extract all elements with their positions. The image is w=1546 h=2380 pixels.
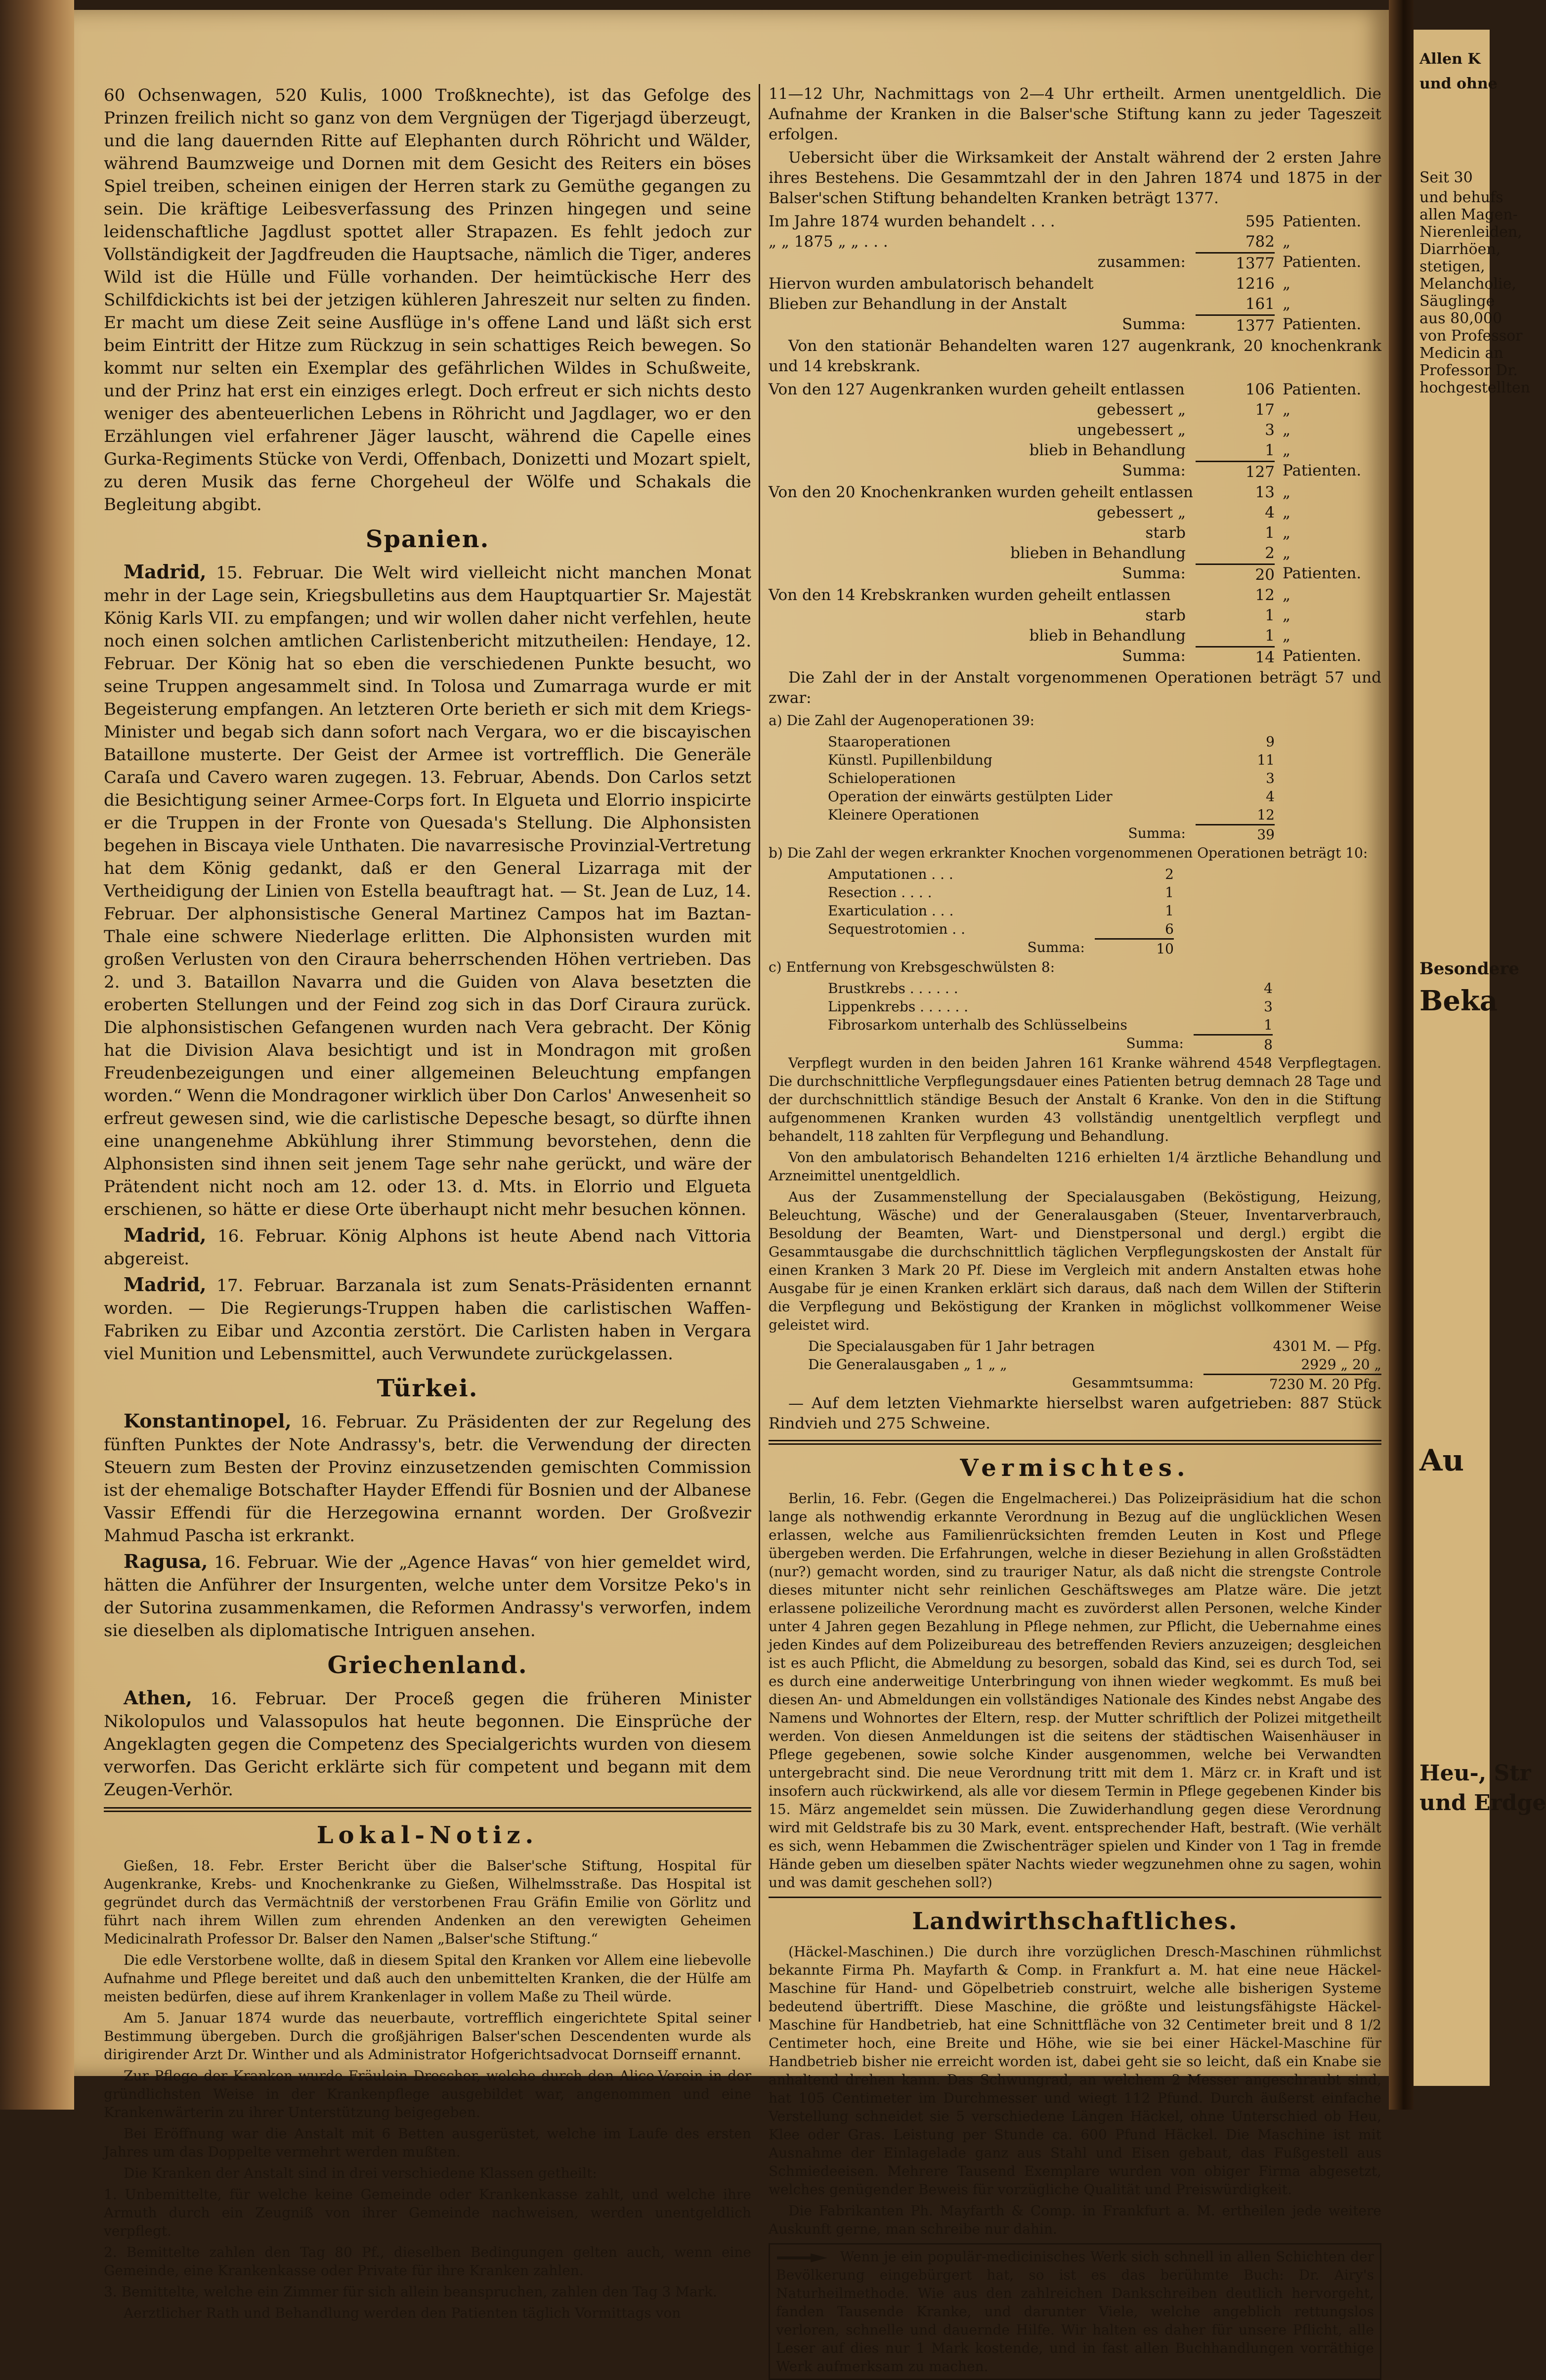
agriculture-paragraph: Die Fabrikanten Ph. Mayfarth & Comp. in Frankfurt a. M. ertheilen jede weitere Auskunft gerne, man schreibe nur dahin.: [769, 2203, 1381, 2237]
column-rule: [759, 84, 760, 2022]
section-heading-turkey: Türkei.: [377, 1375, 478, 1402]
adjacent-page-header: Au: [1419, 1443, 1464, 1478]
table-row: Hiervon wurden ambulatorisch behandelt 1216 „: [769, 275, 1291, 293]
table-row: Summa: 14 Patienten.: [769, 646, 1381, 668]
table-row: Kleinere Operationen 12: [828, 807, 1275, 823]
advertisement: [769, 2243, 1381, 2380]
dateline: Athen,: [124, 1687, 193, 1709]
section-heading-greece: Griechenland.: [327, 1651, 528, 1679]
section-divider: [769, 1440, 1381, 1445]
pointing-hand-icon: [776, 2250, 830, 2265]
table-row: Von den 14 Krebskranken wurden geheilt entlassen 12 „: [769, 586, 1291, 604]
local-paragraph: Die Kranken der Anstalt sind in drei verschiedene Klassen getheilt:: [124, 2165, 597, 2181]
adjacent-page-fragment: stetigen,: [1419, 258, 1485, 275]
table-row: Gesammtsumma: 7230 M. 20 Pfg.: [1072, 1375, 1381, 1392]
table-row: Von den 127 Augenkranken wurden geheilt entlassen 106 Patienten.: [769, 381, 1362, 398]
misc-section: [769, 1489, 1381, 1892]
adjacent-page-fragment: aus 80,000: [1419, 310, 1503, 327]
ambulant-paragraph: Von den ambulatorisch Behandelten 1216 erhielten 1/4 ärztliche Behandlung und Arzneimittel unentgeldlich.: [769, 1149, 1381, 1184]
table-row: Summa: 127 Patienten.: [769, 461, 1381, 482]
table-row: Summa: 8: [1126, 1035, 1273, 1053]
table-row: Amputationen . . . 2: [828, 866, 1174, 882]
dateline: Madrid,: [124, 1224, 207, 1246]
costs-paragraph: Aus der Zusammenstellung der Specialausgaben (Beköstigung, Heizung, Beleuchtung, Wäsche) und der Generalausgaben (Steuer, Inventarverbrauch, Besoldung der Beamten, Wart- und Dienstpersonal und dergl.) ergibt die Gesammtausgabe die durchschnittlich täglichen Verpflegungskosten der Anstalt für einen Kranken 3 Mark 20 Pf. Diese im Vergleich mit andern Anstalten etwas hohe Ausgabe für je einen Kranken erklärt sich daraus, daß nach dem Willen der Stifterin die Verpflegung und Beköstigung der Kranken in möglichst vollkommener Weise geleistet wird.: [769, 1189, 1381, 1333]
table-row: Summa: 20 Patienten.: [769, 563, 1381, 585]
article-text: 15. Februar. Die Welt wird vielleicht nicht manchen Monat mehr in der Lage sein, Kriegsbulletins aus dem Hauptquartier Sr. Majestät König Karls VII. zu empfangen; und wir wollen daher nicht verfehlen, heute noch einen solchen amtlichen Carlistenbericht mitzutheilen: Hendaye, 12. Februar. Der König hat so eben die verschiedenen Punkte besucht, wo seine Truppen angesammelt sind. In Tolosa und Zumarraga wurde er mit Begeisterung empfangen. An letzteren Orte berieth er sich mit dem Kriegs-Minister und begab sich dann sofort nach Vergara, wo er die biscayischen Bataillone musterte. Der Geist der Armee ist vortrefflich. Die Generäle Caraſa und Cavero waren zugegen. 13. Februar, Abends. Don Carlos setzt die Besichtigung seiner Armee-Corps fort. In Elgueta und Elorrio inspicirte er die Truppen in der Fronte von Quesada's Stellung. Die Alphonsisten begehen in Biscaya viele Unthaten. Die navarresische Provinzial-Vertretung hat dem König gedankt, daß er den General Lizarraga mit der Vertheidigung der Linien von Estella beauftragt hat. — St. Jean de Luz, 14. Februar. Der alphonsistische General Martinez Campos hat im Baztan-Thale eine schwere Niederlage erlitten. Die Alphonsisten wurden mit großen Verlusten von den Ciraura beherrschenden Höhen vertrieben. Das 2. und 3. Bataillon Navarra und die Guiden von Alava besetzten die eroberten Stellungen und der Feind zog sich in das Dorf Ciraura zurück. Die alphonsistischen Gefangenen wurden nach Vera gebracht. Der König hat die Division Alava besichtigt und ist in Mondragon mit großen Freudenbezeigungen und einer allgemeinen Beleuchtung empfangen worden.“ Wenn die Mondragoner wirklich über Don Carlos' Anwesenheit so erfreut gewesen sind, wie die carlistische Depesche besagt, so dürfte ihnen eine unangenehme Abkühlung ihrer Stimmung bevorstehen, denn die Alphonsisten sind ihnen seit jenem Tage sehr nahe gerückt, und wäre der Prätendent nicht noch am 12. oder 13. d. Mts. in Elorrio und Elgueta erschienen, so hätte er diese Orte überhaupt nicht mehr besuchen können.: [104, 563, 751, 1219]
local-paragraph: Die edle Verstorbene wollte, daß in diesem Spital den Kranken vor Allem eine liebevolle Aufnahme und Pflege bereitet und daß auch den unbemittelten Kranken, die der Hülfe am meisten bedürfen, diese auf ihrem Krankenlager in vollem Maße zu Theil würde.: [104, 1952, 751, 2005]
operations-group-title: b) Die Zahl der wegen erkrankter Knochen vorgenommenen Operationen beträgt 10:: [769, 845, 1368, 861]
overview-paragraph: Uebersicht über die Wirksamkeit der Anstalt während der 2 ersten Jahre ihres Bestehens. Die Gesammtzahl der in den Jahren 1874 und 1875 in der Balser'schen Stiftung behandelten Kranken beträgt 1377.: [769, 149, 1381, 207]
cancer-table: [769, 585, 1381, 668]
local-paragraph: Aerztlicher Rath und Behandlung werden den Patienten täglich Vormittags von: [124, 2305, 681, 2321]
agriculture-paragraph: (Häckel-Maschinen.) Die durch ihre vorzüglichen Dresch-Maschinen rühmlichst bekannte Firma Ph. Mayfarth & Comp. in Frankfurt a. M. hat eine neue Häckel-Maschine für Hand- und Göpelbetrieb construirt, welche alle bisherigen Systeme bedeutend übertrifft. Diese Maschine, die größte und leistungsfähigste Häckel-Maschine für Handbetrieb, hat eine Schnittfläche von 32 Centimeter breit und 8 1/2 Centimeter hoch, eine Breite und Höhe, wie sie bei einer Häckel-Maschine für Handbetrieb bisher nie erreicht worden ist, dabei geht sie so leicht, daß ein Knabe sie anhaltend drehen kann. Das Schwungrad, an welchem 2 Messer angeschraubt sind, hat 105 Centimeter im Durchmesser und wiegt 112 Pfund. Durch äußerst einfache Verstellung schneidet sie 5 verschiedene Längen Häckel, ohne Unterschied ob Heu, Klee oder Gras. Leistung per Stunde ca. 600 Pfund Häckel. Die Maschine ist mit Ausnahme der Einlagelade ganz aus Stahl und Eisen gebaut, das Fußgestell aus Schmiedeeisen. Mehrere Tausend Exemplare wurden von obiger Firma abgesetzt, welches genügender Beweis für vorzügliche Qualität und Preiswürdigkeit.: [769, 1944, 1381, 2198]
table-row: starb 1 „: [1145, 606, 1291, 624]
article-madrid-3: [104, 1273, 751, 1365]
table-row: zusammen: 1377 Patienten.: [769, 252, 1381, 274]
table-row: ungebessert „ 3 „: [1077, 421, 1291, 439]
section-heading-misc: Vermischtes.: [960, 1454, 1190, 1482]
table-row: Operation der einwärts gestülpten Lider 4: [828, 788, 1275, 805]
adjacent-page-fragment: Nierenleiden,: [1419, 223, 1522, 241]
article-ragusa: [104, 1550, 751, 1642]
table-row: Resection . . . . 1: [828, 884, 1174, 901]
table-row: Schieloperationen 3: [828, 770, 1275, 786]
adjacent-page-fragment: Melancholie,: [1419, 275, 1516, 293]
care-paragraph: Verpflegt wurden in den beiden Jahren 161 Kranke während 4548 Verpflegtagen. Die durchschnittliche Verpflegungsdauer eines Patienten betrug demnach 28 Tage und der durchschnittlich ständige Besuch der Anstalt 6 Kranke. Von den in die Stiftung aufgenommenen Kranken wurden 43 vollständig unentgeltlich verpflegt und behandelt, 118 zahlten für Verpflegung und Behandlung.: [769, 1055, 1381, 1144]
table-row: Staaroperationen 9: [828, 734, 1275, 750]
right-column: [769, 84, 1381, 2380]
local-paragraph: Bei Eröffnung war die Anstalt mit 6 Betten ausgerüstet, welche im Laufe des ersten Jahres um das Doppelte vermehrt werden mußten.: [104, 2125, 751, 2160]
operations-group-title: a) Die Zahl der Augenoperationen 39:: [769, 712, 1035, 729]
adjacent-page-fragment: und behufs: [1419, 189, 1503, 206]
dateline: Madrid,: [124, 561, 207, 583]
adjacent-page-header: Besondere: [1419, 959, 1519, 979]
stationary-paragraph: Von den stationär Behandelten waren 127 augenkrank, 20 knochenkrank und 14 krebskrank.: [769, 337, 1381, 375]
bone-table: [769, 482, 1381, 585]
dateline: Ragusa,: [124, 1550, 208, 1572]
book-gutter: [1389, 0, 1414, 2110]
adjacent-page-header: und ohne: [1419, 75, 1498, 92]
adjacent-page-fragment: Diarrhöen,: [1419, 241, 1501, 258]
local-paragraph: Zur Pflege der Kranken wurde Fräulein Drescher, welche durch den Alice-Verein in der gründlichsten Weise in der Krankenpflege ausgebildet war, angenommen und eine Krankenwärterin zu ihrer Unterstützung beigegeben.: [104, 2068, 751, 2120]
scan-binding-edge: [0, 0, 74, 2110]
list-item: 3. Bemittelte, welche ein Zimmer für sich allein beanspruchen, zahlen den Tag 3 Mark.: [104, 2284, 717, 2300]
adjacent-page-fragment: Säuglinge: [1419, 293, 1495, 310]
adjacent-page-header: Beka: [1419, 985, 1498, 1017]
table-row: blieb in Behandlung 1 „: [1029, 441, 1291, 459]
table-row: Summa: 39: [1128, 825, 1275, 843]
table-row: Die Generalausgaben „ 1 „ „ 2929 „ 20 „: [808, 1356, 1381, 1373]
continued-text: 11—12 Uhr, Nachmittags von 2—4 Uhr ertheilt. Armen unentgeldlich. Die Aufnahme der Kranken in die Balser'sche Stiftung kann zu jeder Tageszeit erfolgen.: [769, 85, 1381, 143]
adjacent-page-fragment: Seit 30: [1419, 169, 1473, 186]
article-text: 16. Februar. Der Proceß gegen die früheren Minister Nikolopulos und Valassopulos hat heute begonnen. Die Einsprüche der Angeklagten gegen die Competenz des Specialgerichts wurden von diesem verworfen. Das Gericht erklärte sich für competent und begann mit dem Zeugen-Verhör.: [104, 1689, 752, 1800]
local-notice: [104, 1857, 751, 2322]
adjacent-page-header: Heu-, Str: [1419, 1761, 1531, 1786]
advertisement-text: Wenn je ein populär-medicinisches Werk sich schnell in allen Schichten der Bevölkerung eingebürgert hat, so ist es das berühmte Buch: Dr. Airy's Naturheilmethode. Wie aus den zahlreichen Dankschreiben deutlich hervorgeht, fanden Tausende Kranke, und darunter Viele, welche angeblich rettungslos verloren, schnelle und dauernde Hilfe. Wir halten es daher für unsere Pflicht, alle Leser auf dies nur 1 Mark kostende, und in fast allen Buchhandlungen vorräthige Werk aufmerksam zu machen.: [776, 2249, 1374, 2375]
table-row: blieben in Behandlung 2 „: [1010, 544, 1291, 562]
table-row: gebessert „ 17 „: [1097, 401, 1291, 419]
table-row: blieb in Behandlung 1 „: [1029, 627, 1291, 645]
article-madrid-1: [104, 561, 751, 1221]
adjacent-page-fragment: allen Magen-: [1419, 206, 1518, 223]
care-section: [769, 1054, 1381, 1393]
article-text: 16. Februar. Wie der „Agence Havas“ von hier gemeldet wird, hätten die Anführer der Insurgenten, welche unter dem Vorsitze Peko's in der Sutorina zusammenkamen, die Reformen Andrassy's verworfen, indem sie dieselben als diplomatische Intriguen ansehen.: [104, 1553, 751, 1641]
adjacent-page-fragment: Professor Dr.: [1419, 362, 1518, 379]
operations-intro: Die Zahl der in der Anstalt vorgenommenen Operationen beträgt 57 und zwar:: [769, 669, 1381, 707]
article-intro: 60 Ochsenwagen, 520 Kulis, 1000 Troßknechte), ist das Gefolge des Prinzen freilich nicht so ganz von dem Vergnügen der Tigerjagd überzeugt, und die lang dauernden Ritte auf Elephanten durch Röhricht und Wälder, während Baumzweige und Dornen mit dem Gesicht des Reiters ein böses Spiel treiben, scheinen einigen der Herren stark zu Gemüthe gegangen zu sein. Die kräftige Leibesverfassung des Prinzen hingegen und seine leidenschaftliche Jagdlust spottet aller Strapazen. Es fehlt jedoch zur Vollständigkeit der Jagdfreuden die Hauptsache, nämlich die Tiger, anderes Wild ist die Hülle und Fülle vorhanden. Der heimtückische Herr des Schilfdickichts ist bei der jetzigen kühleren Jahreszeit nur selten zu finden. Er macht um diese Zeit seine Ausflüge in's offene Land und läßt sich erst beim Eintritt der Hitze zum Rückzug in sein schattiges Reich bewegen. So kommt nur selten ein Exemplar des gefährlichen Wildes in Schußweite, und der Prinz hat erst ein einziges erlegt. Doch erfreut er sich nichts desto weniger des abenteuerlichen Lebens in Röhricht und Jagdlager, wo er den Erzählungen viel erfahrener Jäger lauscht, während die Capelle eines Gurka-Regiments Stücke von Verdi, Offenbach, Donizetti und Mozart spielt, zu deren Musik das ferne Chorgeheul der Wölfe und Schakals die Begleitung abgibt.: [104, 86, 751, 515]
list-item: 2. Bemittelte zahlen den Tag 80 Pf., dieselben Bedingungen gelten auch, wenn eine Gemeinde, eine Krankenkasse oder Private für ihre Kranken zahlen.: [104, 2244, 751, 2279]
table-row: Von den 20 Knochenkranken wurden geheilt entlassen 13 „: [769, 483, 1291, 501]
list-item: 1. Unbemittelte, für welche keine Gemeinde oder Krankenkasse zahlt, und welche ihre Armuth durch ein Zeugniß von ihrer Gemeinde nachweisen, werden unentgeldlich verpflegt.: [104, 2186, 751, 2239]
table-row: „ „ 1875 „ „ . . . 782 „: [769, 233, 1291, 251]
local-paragraph: Gießen, 18. Febr. Erster Bericht über die Balser'sche Stiftung, Hospital für Augenkranke, Krebs- und Knochenkranke zu Gießen, Wilhelmsstraße. Das Hospital ist gegründet durch das Vermächtniß der verstorbenen Frau Gräfin Emilie von Görlitz und führt nach ihrem Willen zum ehrenden Andenken an den verewigten Geheimen Medicinalrath Professor Dr. Balser den Namen „Balser'sche Stiftung.“: [104, 1858, 751, 1947]
table-row: Summa: 10: [1027, 939, 1174, 957]
adjacent-page-fragment: hochgestellten: [1419, 379, 1530, 396]
table-row: Brustkrebs . . . . . . 4: [828, 980, 1273, 996]
article-athen: [104, 1687, 751, 1801]
table-row: Sequestrotomien . . 6: [828, 921, 1174, 937]
article-konstantinopel: [104, 1410, 751, 1547]
table-row: Exarticulation . . . 1: [828, 903, 1174, 919]
adjacent-page-header: und Erdge: [1419, 1790, 1546, 1816]
adjacent-page-header: Allen K: [1419, 50, 1481, 68]
local-paragraph: Am 5. Januar 1874 wurde das neuerbaute, vortrefflich eingerichtete Spital seiner Bestimmung übergeben. Durch die großjährigen Balser'schen Descendenten wurde als dirigirender Arzt Dr. Winther und als Administrator Hofgerichtsadvocat Dornseiff ernannt.: [104, 2010, 751, 2063]
dateline: Madrid,: [124, 1273, 207, 1296]
article-madrid-2: [104, 1224, 751, 1270]
section-heading-spain: Spanien.: [365, 525, 490, 553]
table-row: Künstl. Pupillenbildung 11: [828, 752, 1275, 768]
article-text: 17. Februar. Barzanala ist zum Senats-Präsidenten ernannt worden. — Die Regierungs-Truppen haben die carlistischen Waffen-Fabriken zu Eibar und Azcontia zerstört. Die Carlisten haben in Vergara viel Munition und Lebensmittel, auch Verwundete zurückgelassen.: [104, 1276, 751, 1364]
table-row: gebessert „ 4 „: [1097, 504, 1291, 521]
newspaper-page: [74, 10, 1389, 2375]
article-text: 16. Februar. König Alphons ist heute Abend nach Vittoria abgereist.: [104, 1226, 751, 1269]
operations-group-title: c) Entfernung von Krebsgeschwülsten 8:: [769, 959, 1055, 975]
table-row: Blieben zur Behandlung in der Anstalt 161 „: [769, 295, 1291, 313]
table-row: Lippenkrebs . . . . . . 3: [828, 998, 1273, 1015]
table-row: Fibrosarkom unterhalb des Schlüsselbeins 1: [828, 1017, 1273, 1033]
table-row: Im Jahre 1874 wurden behandelt . . . 595 Patienten.: [769, 213, 1362, 230]
section-heading-agriculture: Landwirthschaftliches.: [912, 1907, 1238, 1935]
table-row: Summa: 1377 Patienten.: [769, 314, 1381, 336]
eye-table: [769, 380, 1381, 482]
dateline: Konstantinopel,: [124, 1410, 292, 1432]
adjacent-page-fragment: Medicin an: [1419, 345, 1503, 362]
table-row: Die Specialausgaben für 1 Jahr betragen 4301 M. — Pfg.: [808, 1338, 1381, 1354]
market-notice: — Auf dem letzten Viehmarkte hierselbst waren aufgetrieben: 887 Stück Rindvieh und 275 Schweine.: [769, 1394, 1381, 1432]
section-divider: [104, 1807, 751, 1812]
misc-paragraph: Berlin, 16. Febr. (Gegen die Engelmacherei.) Das Polizeipräsidium hat die schon lange als nothwendig erkannte Verordnung in Bezug auf die unglücklichen Wesen erlassen, welche aus Familienrücksichten fremden Leuten in Kost und Pflege übergeben werden. Die Erfahrungen, welche in dieser Beziehung in allen Großstädten (nur?) gemacht worden, sind zu trauriger Natur, als daß nicht die strengste Controle dieses mitunter nicht sehr reinlichen Geschäftsweges am Platze wäre. Die jetzt erlassene polizeiliche Verordnung macht es zuvörderst allen Personen, welche Kinder unter 4 Jahren gegen Bezahlung in Pflege nehmen, zur Pflicht, die Uebernahme eines jeden Kindes auf dem Polizeibureau des betreffenden Reviers anzuzeigen; desgleichen ist es auch Pflicht, die Abmeldung zu besorgen, sobald das Kind, sei es durch Tod, sei es durch eine anderweitige Unterbringung von ihnen wieder wegkommt. Es muß bei diesen An- und Abmeldungen ein vollständiges Nationale des Kindes nebst Angabe des Namens und Wohnortes der Eltern, resp. der Mutter schriftlich der Polizei mitgetheilt werden. Von diesen Anmeldungen ist die seitens der städtischen Waisenhäuser in Pflege gegebenen, sowie solche Kinder ausgenommen, welche bei Verwandten untergebracht sind. Die neue Verordnung tritt mit dem 1. März cr. in Kraft und ist insofern auch rückwirkend, als alle vor diesem Termin in Pflege gegebenen Kinder bis 15. März angemeldet sein müssen. Die Zuwiderhandlung gegen diese Verordnung wird mit Geldstrafe bis zu 30 Mark, event. entsprechender Haft, bestraft. (Wie verhält es sich, wenn Hebammen die Zwischenträger spielen und Kinder von 1 Tag in fremde Hände geben um dieselben später Nachts wieder wegzunehmen ohne zu sagen, wohin und was damit geschehen soll?): [769, 1490, 1381, 1891]
section-divider: [769, 1897, 1381, 1898]
operations-table: [769, 711, 1381, 1054]
treated-table: [769, 212, 1381, 336]
agriculture-section: [769, 1943, 1381, 2238]
article-text: 16. Februar. Zu Präsidenten der zur Regelung des fünften Punktes der Note Andrassy's, betr. die Verwendung der directen Steuern zum Besten der Provinz einzusetzenden gemischten Commission ist der ehemalige Botschafter Hayder Effendi für Bosnien und der Albanese Vassir Effendi für die Herzegowina ernannt worden. Der Großvezir Mahmud Pascha ist erkrankt.: [104, 1412, 752, 1546]
adjacent-page-fragment: von Professor: [1419, 327, 1523, 345]
left-column: [104, 84, 751, 2325]
table-row: starb 1 „: [1145, 524, 1291, 542]
section-heading-local: Lokal-Notiz.: [316, 1821, 539, 1849]
